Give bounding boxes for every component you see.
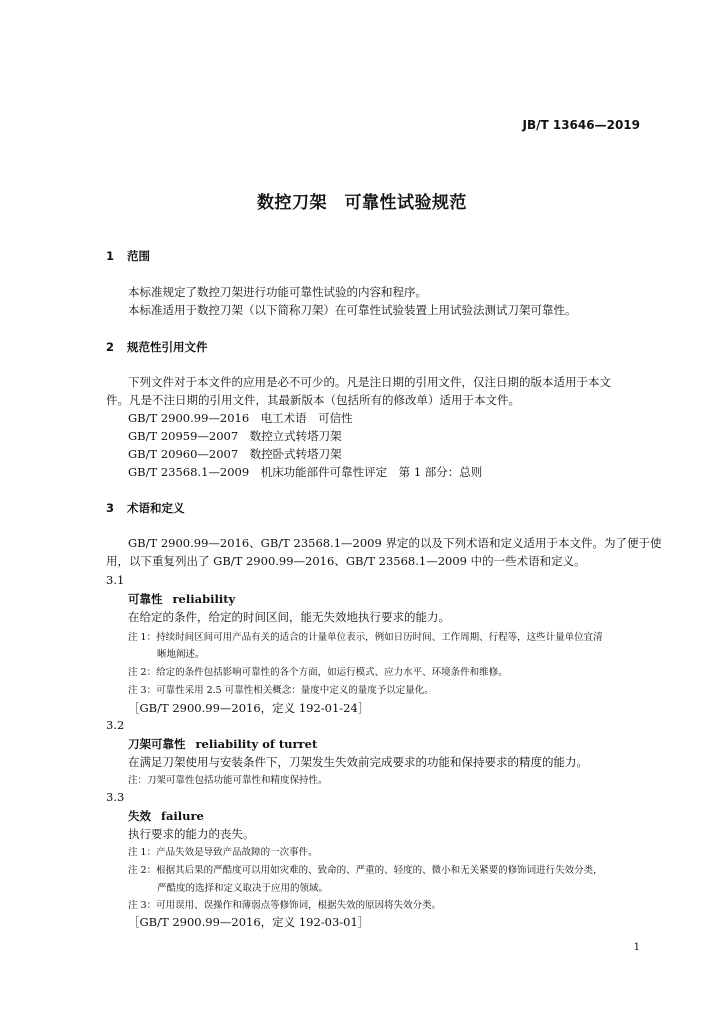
section-2-title: 规范性引用文件 bbox=[127, 340, 208, 354]
term-3-3-note-2-line-2: 严酷度的选择和定义取决于应用的领域。 bbox=[157, 883, 329, 894]
term-3-2-cn: 刀架可靠性 bbox=[128, 737, 186, 751]
section-1-number: 1 bbox=[106, 249, 115, 263]
clause-3-1-number: 3.1 bbox=[106, 573, 125, 587]
term-3-3 bbox=[128, 808, 204, 824]
section-2-heading bbox=[106, 339, 208, 355]
standard-number: JB/T 13646—2019 bbox=[522, 118, 640, 132]
term-3-1-note-1-line-1: 注 1：持续时间区间可用产品有关的适合的计量单位表示，例如日历时间、工作周期、行程等，这些计量单位宜清 bbox=[128, 632, 603, 643]
section-3-title: 术语和定义 bbox=[127, 501, 185, 515]
clause-3-2-number: 3.2 bbox=[106, 718, 125, 732]
section-1-paragraph-2: 本标准适用于数控刀架（以下简称刀架）在可靠性试验装置上用试验法测试刀架可靠性。 bbox=[128, 303, 577, 317]
term-3-3-en: failure bbox=[161, 809, 204, 823]
page-number: 1 bbox=[633, 942, 640, 953]
term-3-3-source: ［GB/T 2900.99—2016，定义 192-03-01］ bbox=[128, 915, 370, 929]
term-3-1-en: reliability bbox=[172, 592, 236, 606]
term-3-3-definition: 执行要求的能力的丧失。 bbox=[128, 827, 255, 841]
clause-3-3-number: 3.3 bbox=[106, 790, 125, 804]
term-3-2-note: 注：刀架可靠性包括功能可靠性和精度保持性。 bbox=[128, 775, 328, 786]
term-3-2-definition: 在满足刀架使用与安装条件下，刀架发生失效前完成要求的功能和保持要求的精度的能力。 bbox=[128, 755, 588, 769]
reference-item: GB/T 20959—2007 数控立式转塔刀架 bbox=[128, 429, 342, 443]
term-3-3-note-2-line-1: 注 2：根据其后果的严酷度可以用如灾难的、致命的、严重的、轻度的、微小和无关紧要的修饰词进行失效分类， bbox=[128, 865, 603, 876]
section-1-paragraph-1: 本标准规定了数控刀架进行功能可靠性试验的内容和程序。 bbox=[128, 285, 427, 299]
section-1-heading bbox=[106, 248, 150, 264]
reference-item: GB/T 20960—2007 数控卧式转塔刀架 bbox=[128, 447, 342, 461]
term-3-1-note-3: 注 3：可靠性采用 2.5 可靠性相关概念：量度中定义的量度予以定量化。 bbox=[128, 685, 434, 696]
section-3-number: 3 bbox=[106, 501, 115, 515]
term-3-1-definition: 在给定的条件，给定的时间区间，能无失效地执行要求的能力。 bbox=[128, 610, 450, 624]
term-3-3-note-1: 注 1：产品失效是导致产品故障的一次事件。 bbox=[128, 847, 318, 858]
section-2-intro-line-1: 下列文件对于本文件的应用是必不可少的。凡是注日期的引用文件，仅注日期的版本适用于本文 bbox=[128, 375, 611, 389]
term-3-1 bbox=[128, 591, 235, 607]
section-3-intro-line-2: 用，以下重复列出了 GB/T 2900.99—2016、GB/T 23568.1—2009 中的一些术语和定义。 bbox=[106, 554, 586, 568]
reference-item: GB/T 2900.99—2016 电工术语 可信性 bbox=[128, 411, 353, 425]
term-3-1-note-1-line-2: 晰地阐述。 bbox=[157, 649, 205, 660]
term-3-1-source: ［GB/T 2900.99—2016，定义 192-01-24］ bbox=[128, 701, 370, 715]
section-3-heading bbox=[106, 500, 185, 516]
reference-item: GB/T 23568.1—2009 机床功能部件可靠性评定 第 1 部分：总则 bbox=[128, 465, 483, 479]
term-3-3-note-3: 注 3：可用误用、误操作和薄弱点等修饰词，根据失效的原因将失效分类。 bbox=[128, 900, 442, 911]
term-3-1-cn: 可靠性 bbox=[128, 592, 163, 606]
section-1-title: 范围 bbox=[127, 249, 150, 263]
term-3-2 bbox=[128, 736, 317, 752]
document-title: 数控刀架 可靠性试验规范 bbox=[257, 193, 467, 213]
section-2-intro-line-2: 件。凡是不注日期的引用文件，其最新版本（包括所有的修改单）适用于本文件。 bbox=[106, 393, 520, 407]
section-3-intro-line-1: GB/T 2900.99—2016、GB/T 23568.1—2009 界定的以及下列术语和定义适用于本文件。为了便于使 bbox=[128, 536, 662, 550]
term-3-2-en: reliability of turret bbox=[195, 737, 318, 751]
term-3-3-cn: 失效 bbox=[128, 809, 151, 823]
section-2-number: 2 bbox=[106, 340, 115, 354]
term-3-1-note-2: 注 2：给定的条件包括影响可靠性的各个方面，如运行模式、应力水平、环境条件和维修。 bbox=[128, 667, 508, 678]
